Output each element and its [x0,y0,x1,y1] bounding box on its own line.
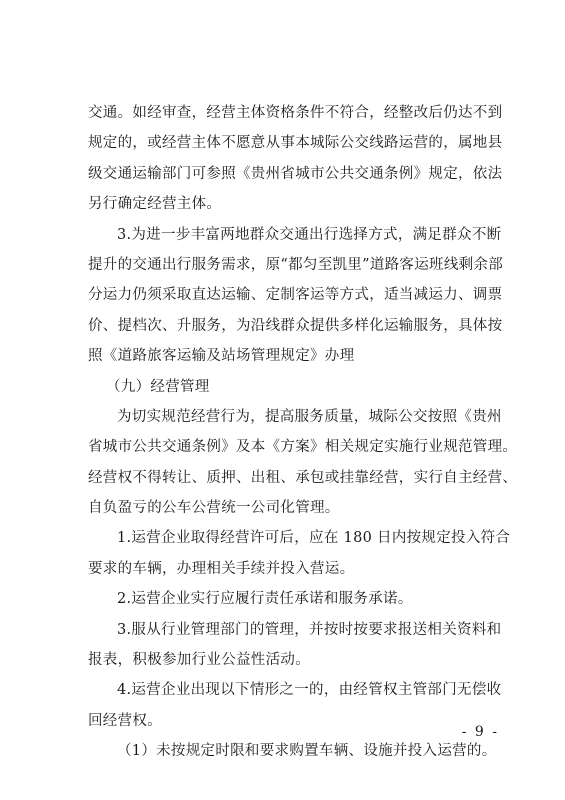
paragraph-line: 经营权不得转让、质押、出租、承包或挂靠经营，实行自主经营、 [88,469,518,486]
paragraph-line: 3.服从行业管理部门的管理，并按时按要求报送相关资料和 [117,621,502,638]
paragraph-line: 规定的，或经营主体不愿意从事本城际公交线路运营的，属地县 [88,135,503,152]
paragraph-line: 回经营权。 [88,712,162,729]
paragraph-line: 报表，积极参加行业公益性活动。 [88,652,310,669]
section-heading: （九）经营管理 [106,378,210,395]
page-number: - 9 - [461,724,499,740]
paragraph-line: 另行确定经营主体。 [88,196,222,213]
paragraph-line: 省城市公共交通条例》及本《方案》相关规定实施行业规范管理。 [88,439,518,456]
paragraph-line: 3.为进一步丰富两地群众交通出行选择方式，满足群众不断 [117,226,502,243]
paragraph-line: 提升的交通出行服务需求，原“都匀至凯里”道路客运班线剩余部 [88,256,504,273]
paragraph-line: 要求的车辆，办理相关手续并投入营运。 [88,560,355,577]
paragraph-line: 为切实规范经营行为，提高服务质量，城际公交按照《贵州 [117,408,502,425]
paragraph-line: 4.运营企业出现以下情形之一的，由经管权主管部门无偿收 [117,682,502,699]
paragraph-line: 分运力仍须采取直达运输、定制客运等方式，适当减运力、调票 [88,287,503,304]
paragraph-line: （1）未按规定时限和要求购置车辆、设施并投入运营的。 [117,743,497,760]
paragraph-line: 照《道路旅客运输及站场管理规定》办理 [88,348,355,365]
paragraph-line: 价、提档次、升服务，为沿线群众提供多样化运输服务，具体按 [88,317,503,334]
paragraph-line: 2.运营企业实行应履行责任承诺和服务承诺。 [117,591,413,608]
paragraph-line: 交通。如经审查，经营主体资格条件不符合，经整改后仍达不到 [88,105,503,121]
paragraph-line: 自负盈亏的公车公营统一公司化管理。 [88,500,340,517]
body-text [88,98,518,767]
paragraph-line: 级交通运输部门可参照《贵州省城市公共交通条例》规定，依法 [88,165,503,182]
paragraph-line: 1.运营企业取得经营许可后，应在 180 日内按规定投入符合 [117,530,511,547]
